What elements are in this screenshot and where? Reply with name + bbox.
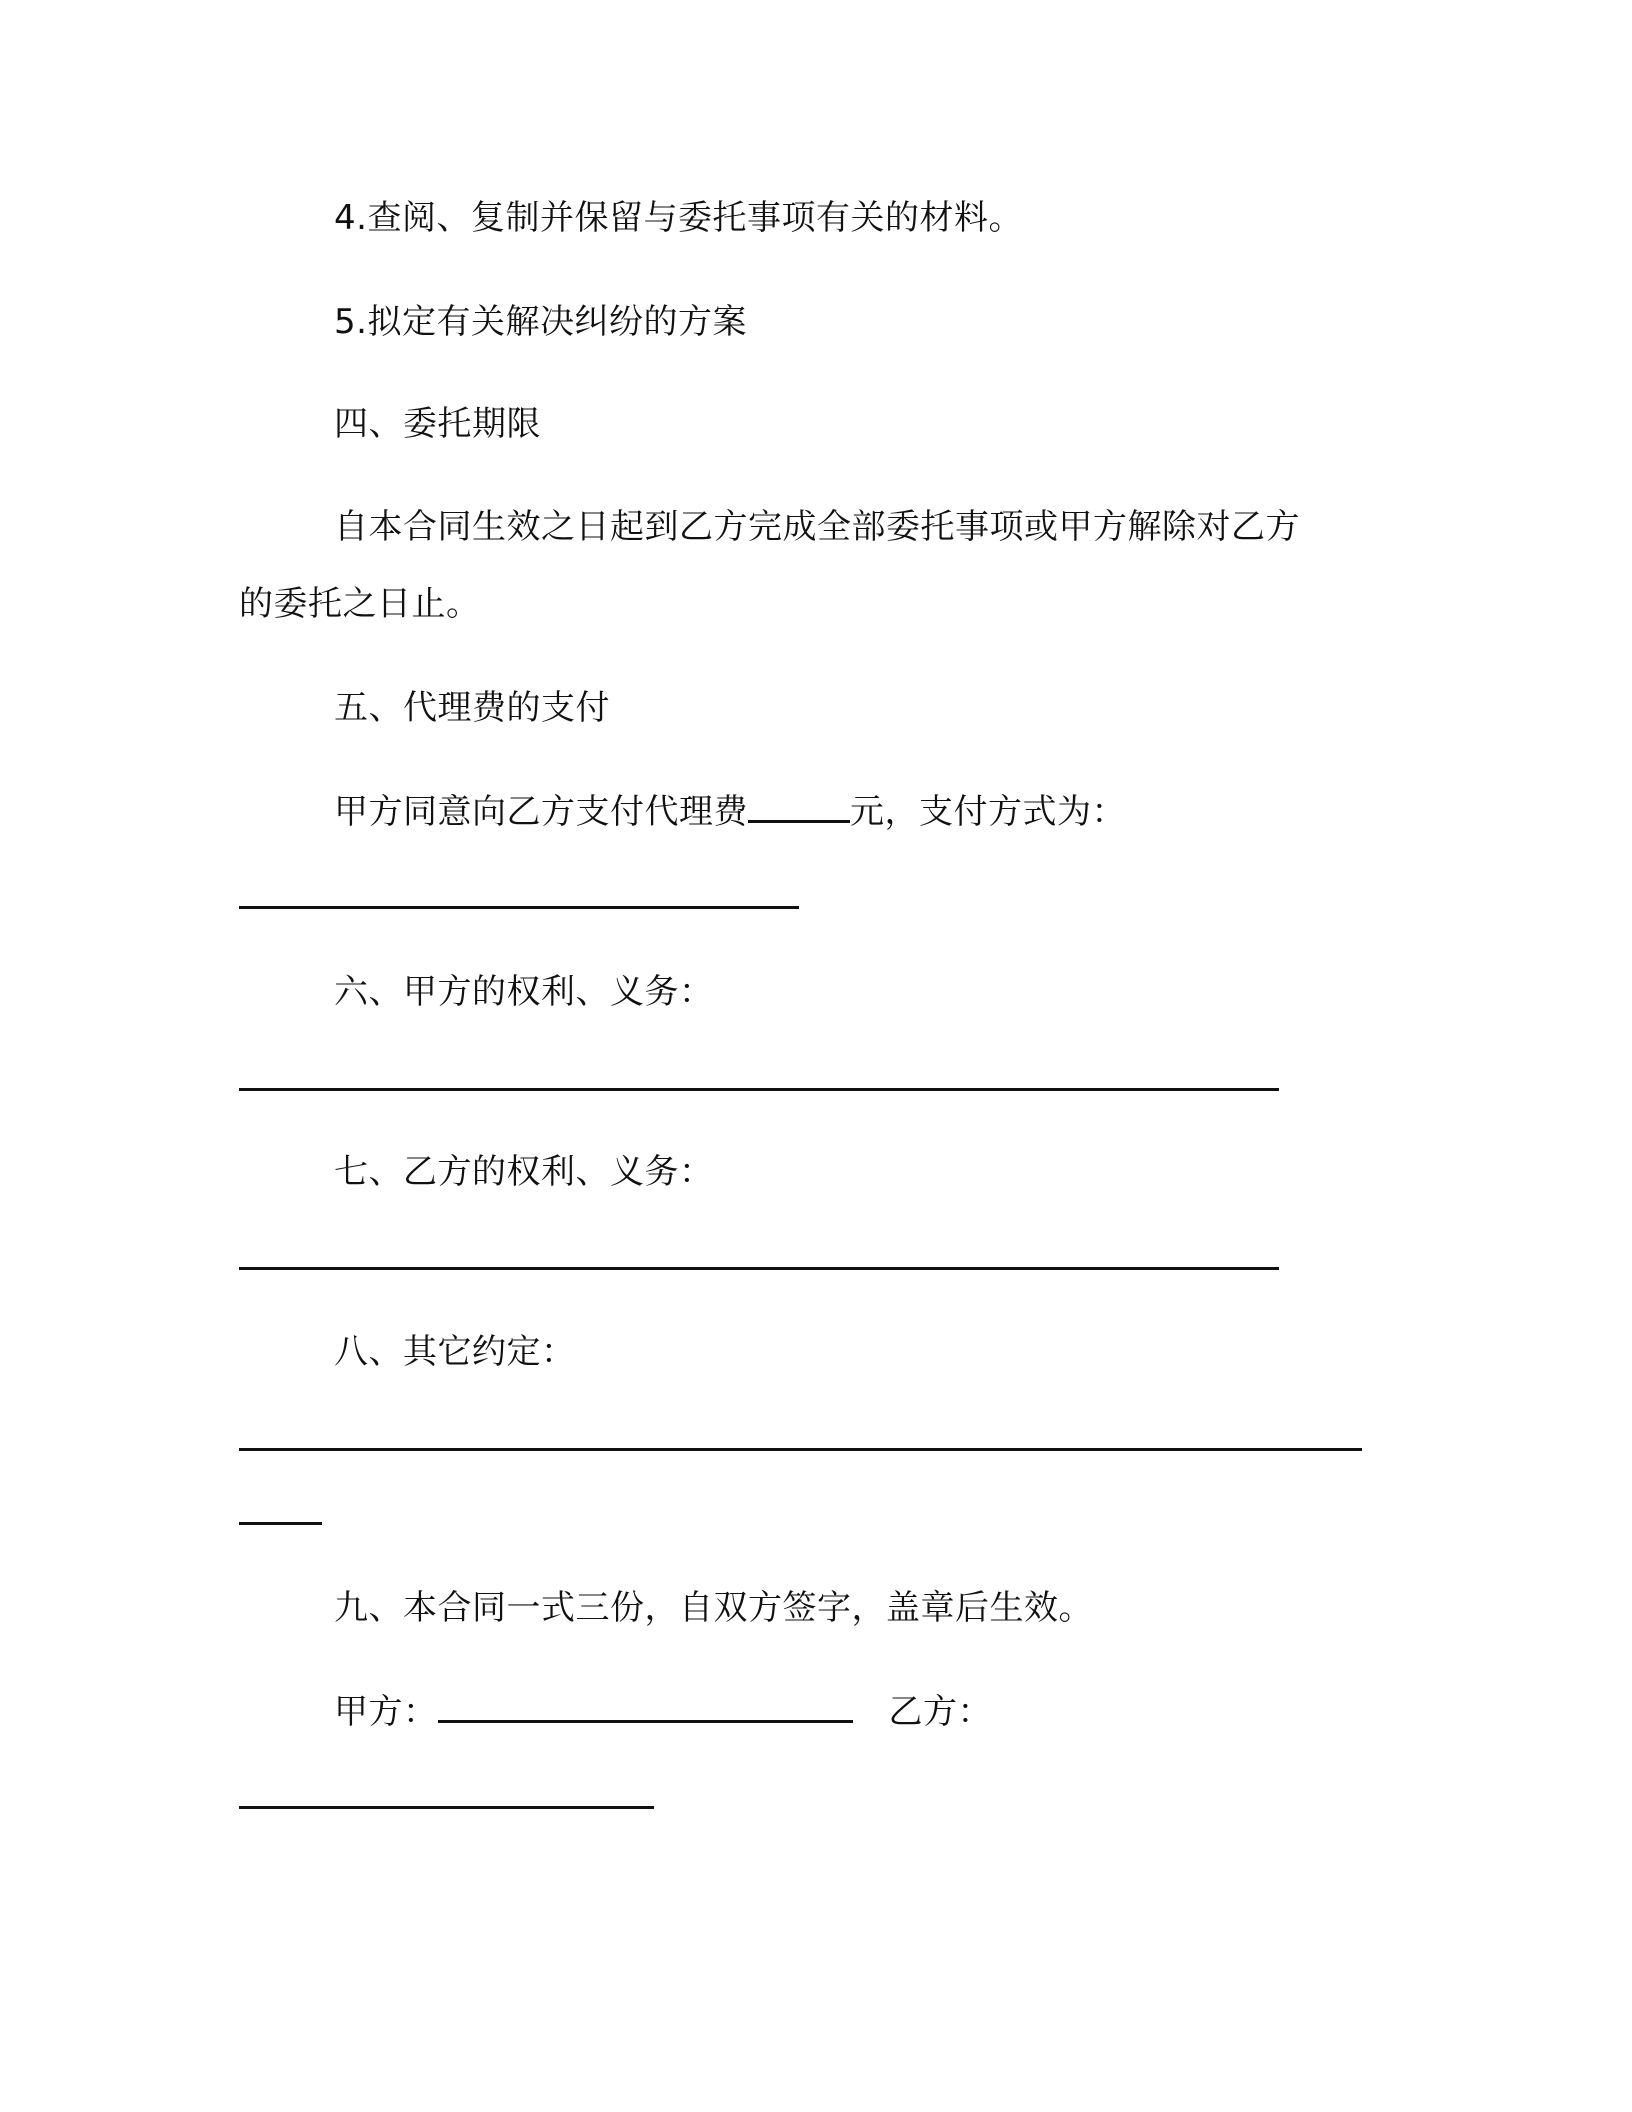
fee-text-prefix: 甲方同意向乙方支付代理费 [334, 792, 748, 832]
clause-item-4: 4.查阅、复制并保留与委托事项有关的材料。 [334, 198, 1023, 238]
signature-line [334, 1688, 992, 1736]
fee-amount-blank [748, 790, 850, 823]
section-heading-other-terms: 八、其它约定： [334, 1332, 576, 1372]
section-heading-copies: 九、本合同一式三份，自双方签字，盖章后生效。 [334, 1588, 1093, 1628]
party-b-signature-label: 乙方： [888, 1692, 992, 1732]
party-b-rights-blank [239, 1267, 1279, 1270]
section-heading-party-b-rights: 七、乙方的权利、义务： [334, 1152, 714, 1192]
party-a-signature-label: 甲方： [334, 1692, 438, 1732]
party-a-signature-blank [438, 1690, 853, 1723]
term-text-line-2: 的委托之日止。 [239, 584, 481, 624]
section-heading-term: 四、委托期限 [334, 404, 541, 444]
fee-text-line [334, 788, 1126, 836]
term-text-line-1: 自本合同生效之日起到乙方完成全部委托事项或甲方解除对乙方 [334, 507, 1300, 547]
party-b-signature-blank [239, 1806, 654, 1809]
payment-method-blank [239, 906, 799, 909]
section-heading-party-a-rights: 六、甲方的权利、义务： [334, 972, 714, 1012]
other-terms-blank-line-1 [239, 1448, 1362, 1451]
other-terms-blank-line-2 [239, 1522, 322, 1525]
clause-item-5: 5.拟定有关解决纠纷的方案 [334, 302, 747, 342]
section-heading-fee: 五、代理费的支付 [334, 688, 610, 728]
party-a-rights-blank [239, 1088, 1279, 1091]
fee-text-suffix: 元，支付方式为： [850, 792, 1126, 832]
